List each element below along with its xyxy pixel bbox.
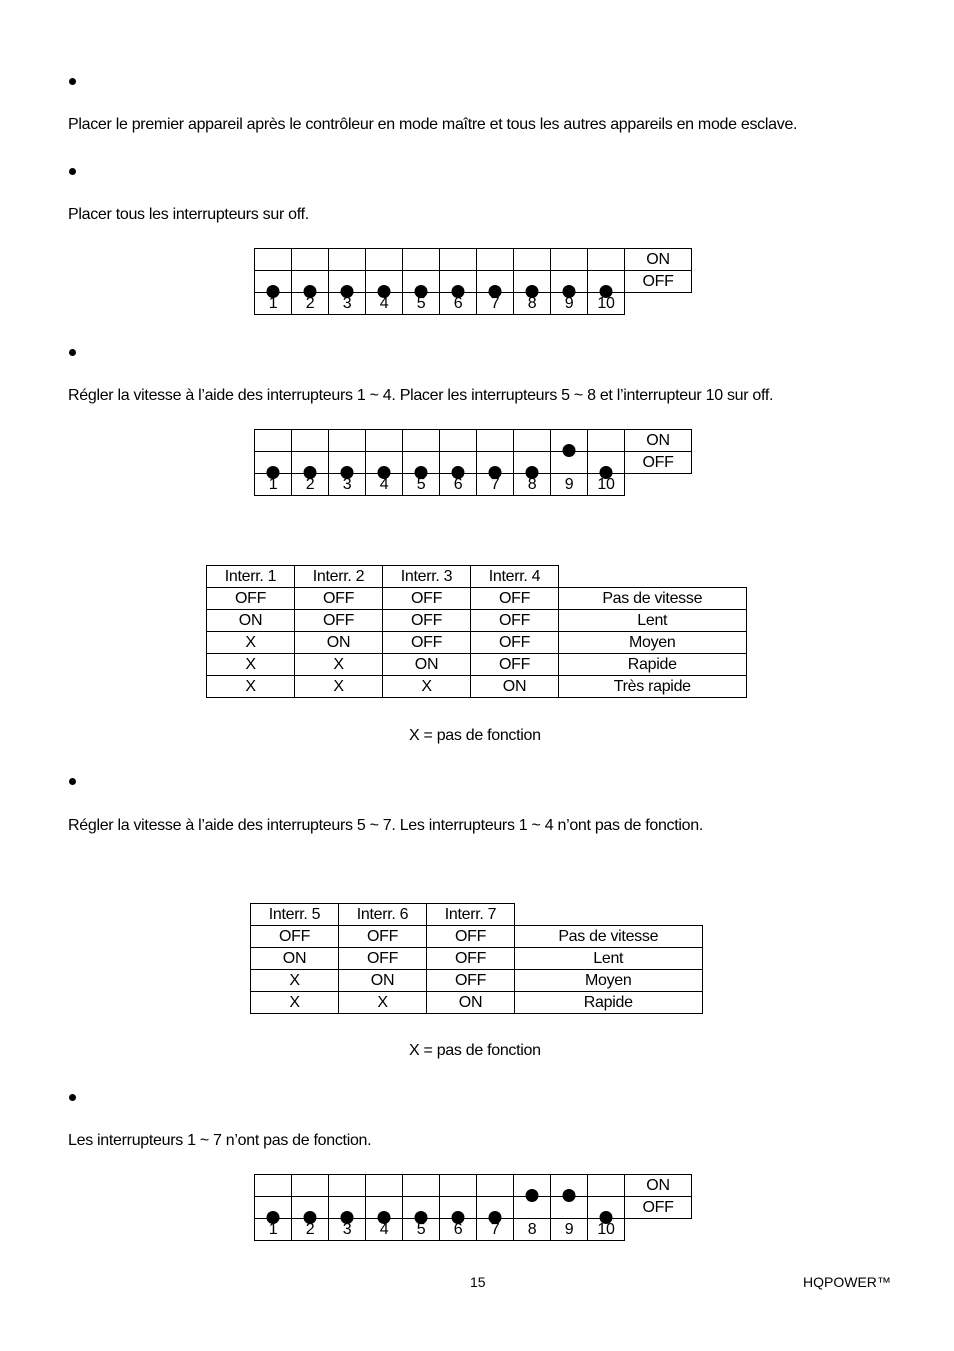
table-cell: X [207, 632, 295, 654]
table-header: Interr. 3 [383, 566, 471, 588]
table-row [207, 676, 747, 698]
switch-cell [477, 1197, 514, 1219]
table-header: Interr. 5 [251, 904, 339, 926]
switch-number: 9 [551, 474, 588, 496]
switch-cell [440, 271, 477, 293]
table-header: Interr. 2 [295, 566, 383, 588]
switch-cell [292, 249, 329, 271]
switch-cell [403, 452, 440, 474]
bullet-4 [69, 778, 76, 785]
table-cell: X [295, 654, 383, 676]
paragraph-speed-5-7: Régler la vitesse à l’aide des interrupteurs 5 ~ 7. Les interrupteurs 1 ~ 4 n’ont pas de fonction. [68, 817, 703, 834]
table-cell: OFF [383, 632, 471, 654]
switch-cell [514, 430, 551, 452]
speed-table-1 [206, 565, 747, 698]
switch-cell [255, 1175, 292, 1197]
speed-table-2 [250, 903, 703, 1014]
table-cell: OFF [427, 926, 515, 948]
table-cell: ON [295, 632, 383, 654]
switch-number: 2 [292, 474, 329, 496]
switch-number: 2 [292, 1219, 329, 1241]
note-no-function-2: X = pas de fonction [409, 1042, 541, 1059]
switch-cell [403, 271, 440, 293]
switch-cell [477, 452, 514, 474]
dip-switch-table-1 [254, 248, 692, 315]
table-cell: X [339, 992, 427, 1014]
switch-cell [551, 1197, 588, 1219]
table-row [251, 948, 703, 970]
switch-cell [551, 452, 588, 474]
table-cell: OFF [383, 610, 471, 632]
table-cell: Moyen [559, 632, 747, 654]
table-cell: Lent [559, 610, 747, 632]
switch-cell [366, 249, 403, 271]
switch-number: 10 [588, 1219, 625, 1241]
table-row [251, 970, 703, 992]
switch-number: 1 [255, 1219, 292, 1241]
dip-switch-table-2 [254, 429, 692, 496]
switch-cell [477, 1175, 514, 1197]
table-cell: Moyen [515, 970, 703, 992]
switch-number: 5 [403, 474, 440, 496]
switch-cell [588, 249, 625, 271]
switch-cell [514, 452, 551, 474]
table-cell: OFF [207, 588, 295, 610]
table-cell: ON [427, 992, 515, 1014]
table-cell: OFF [471, 610, 559, 632]
bullet-3 [69, 349, 76, 356]
table-header: Interr. 1 [207, 566, 295, 588]
switch-cell [514, 271, 551, 293]
switch-cell [366, 430, 403, 452]
table-cell: X [207, 676, 295, 698]
table-row [251, 992, 703, 1014]
table-header: Interr. 6 [339, 904, 427, 926]
table-cell: OFF [471, 632, 559, 654]
table-row [207, 588, 747, 610]
table-cell: Rapide [559, 654, 747, 676]
switch-cell [440, 1197, 477, 1219]
table-header: Interr. 7 [427, 904, 515, 926]
switch-number: 9 [551, 1219, 588, 1241]
empty-cell [625, 293, 692, 315]
empty-cell [625, 474, 692, 496]
switch-cell [292, 1197, 329, 1219]
on-label: ON [625, 249, 692, 271]
table-row [251, 926, 703, 948]
table-cell: OFF [339, 948, 427, 970]
switch-cell [292, 430, 329, 452]
switch-cell [366, 271, 403, 293]
brand-name: HQPOWER™ [803, 1274, 891, 1290]
switch-cell [255, 271, 292, 293]
switch-cell [477, 271, 514, 293]
switch-cell [514, 1197, 551, 1219]
table-cell: Lent [515, 948, 703, 970]
switch-cell [329, 1197, 366, 1219]
switch-number: 8 [514, 1219, 551, 1241]
switch-number: 4 [366, 1219, 403, 1241]
paragraph-speed-1-4: Régler la vitesse à l’aide des interrupteurs 1 ~ 4. Placer les interrupteurs 5 ~ 8 et l’interrupteur 10 sur off. [68, 387, 774, 404]
table-row [207, 654, 747, 676]
switch-number: 10 [588, 474, 625, 496]
table-cell: OFF [383, 588, 471, 610]
switch-cell [403, 1197, 440, 1219]
table-cell: OFF [427, 970, 515, 992]
switch-cell [588, 1175, 625, 1197]
switch-number: 6 [440, 293, 477, 315]
switch-number: 3 [329, 1219, 366, 1241]
table-cell: OFF [295, 588, 383, 610]
table-cell: ON [339, 970, 427, 992]
off-label: OFF [625, 271, 692, 293]
table-cell: Pas de vitesse [515, 926, 703, 948]
switch-cell [292, 452, 329, 474]
table-cell: OFF [295, 610, 383, 632]
switch-number: 10 [588, 293, 625, 315]
switch-cell [551, 430, 588, 452]
off-label: OFF [625, 1197, 692, 1219]
switch-number: 3 [329, 293, 366, 315]
paragraph-no-function-1-7: Les interrupteurs 1 ~ 7 n’ont pas de fonction. [68, 1132, 372, 1149]
switch-cell [403, 1175, 440, 1197]
empty-cell [625, 1219, 692, 1241]
switch-cell [329, 271, 366, 293]
table-cell: X [207, 654, 295, 676]
switch-number: 7 [477, 1219, 514, 1241]
table-cell: ON [207, 610, 295, 632]
dip-switch-table-3 [254, 1174, 692, 1241]
switch-number: 7 [477, 293, 514, 315]
table-cell: ON [383, 654, 471, 676]
switch-cell [440, 430, 477, 452]
switch-cell [329, 430, 366, 452]
switch-cell [477, 249, 514, 271]
page-number: 15 [470, 1274, 486, 1290]
switch-cell [440, 452, 477, 474]
switch-cell [329, 452, 366, 474]
switch-cell [514, 249, 551, 271]
table-cell: OFF [427, 948, 515, 970]
table-cell: OFF [339, 926, 427, 948]
table-cell: Pas de vitesse [559, 588, 747, 610]
empty-header [559, 566, 747, 588]
table-cell: OFF [251, 926, 339, 948]
switch-cell [588, 1197, 625, 1219]
bullet-2 [69, 168, 76, 175]
paragraph-all-off: Placer tous les interrupteurs sur off. [68, 206, 309, 223]
switch-cell [366, 1175, 403, 1197]
switch-cell [366, 1197, 403, 1219]
switch-number: 1 [255, 293, 292, 315]
switch-cell [551, 1175, 588, 1197]
bullet-1 [69, 78, 76, 85]
switch-cell [588, 271, 625, 293]
switch-cell [329, 1175, 366, 1197]
switch-cell [292, 271, 329, 293]
note-no-function-1: X = pas de fonction [409, 727, 541, 744]
table-cell: X [295, 676, 383, 698]
switch-cell [514, 1175, 551, 1197]
switch-cell [255, 249, 292, 271]
paragraph-master-mode: Placer le premier appareil après le contrôleur en mode maître et tous les autres appareils en mode esclave. [68, 116, 798, 133]
table-cell: X [251, 970, 339, 992]
switch-cell [551, 271, 588, 293]
empty-header [515, 904, 703, 926]
switch-cell [292, 1175, 329, 1197]
switch-cell [403, 249, 440, 271]
table-row [207, 610, 747, 632]
switch-cell [403, 430, 440, 452]
switch-cell [255, 452, 292, 474]
switch-number: 7 [477, 474, 514, 496]
switch-number: 9 [551, 293, 588, 315]
switch-number: 5 [403, 293, 440, 315]
switch-cell [366, 452, 403, 474]
switch-number: 6 [440, 474, 477, 496]
table-cell: OFF [471, 588, 559, 610]
table-cell: Rapide [515, 992, 703, 1014]
table-cell: ON [471, 676, 559, 698]
switch-number: 5 [403, 1219, 440, 1241]
switch-number: 4 [366, 293, 403, 315]
switch-number: 6 [440, 1219, 477, 1241]
on-label: ON [625, 1175, 692, 1197]
switch-cell [551, 249, 588, 271]
switch-number: 4 [366, 474, 403, 496]
switch-cell [440, 1175, 477, 1197]
switch-number: 8 [514, 293, 551, 315]
switch-number: 8 [514, 474, 551, 496]
table-cell: X [251, 992, 339, 1014]
switch-cell [329, 249, 366, 271]
table-header: Interr. 4 [471, 566, 559, 588]
switch-cell [255, 1197, 292, 1219]
on-label: ON [625, 430, 692, 452]
switch-cell [477, 430, 514, 452]
table-cell: Très rapide [559, 676, 747, 698]
switch-cell [440, 249, 477, 271]
bullet-5 [69, 1094, 76, 1101]
switch-number: 1 [255, 474, 292, 496]
switch-number: 3 [329, 474, 366, 496]
table-cell: OFF [471, 654, 559, 676]
switch-number: 2 [292, 293, 329, 315]
table-cell: ON [251, 948, 339, 970]
switch-cell [588, 452, 625, 474]
table-row [207, 632, 747, 654]
off-label: OFF [625, 452, 692, 474]
switch-cell [255, 430, 292, 452]
table-cell: X [383, 676, 471, 698]
switch-cell [588, 430, 625, 452]
